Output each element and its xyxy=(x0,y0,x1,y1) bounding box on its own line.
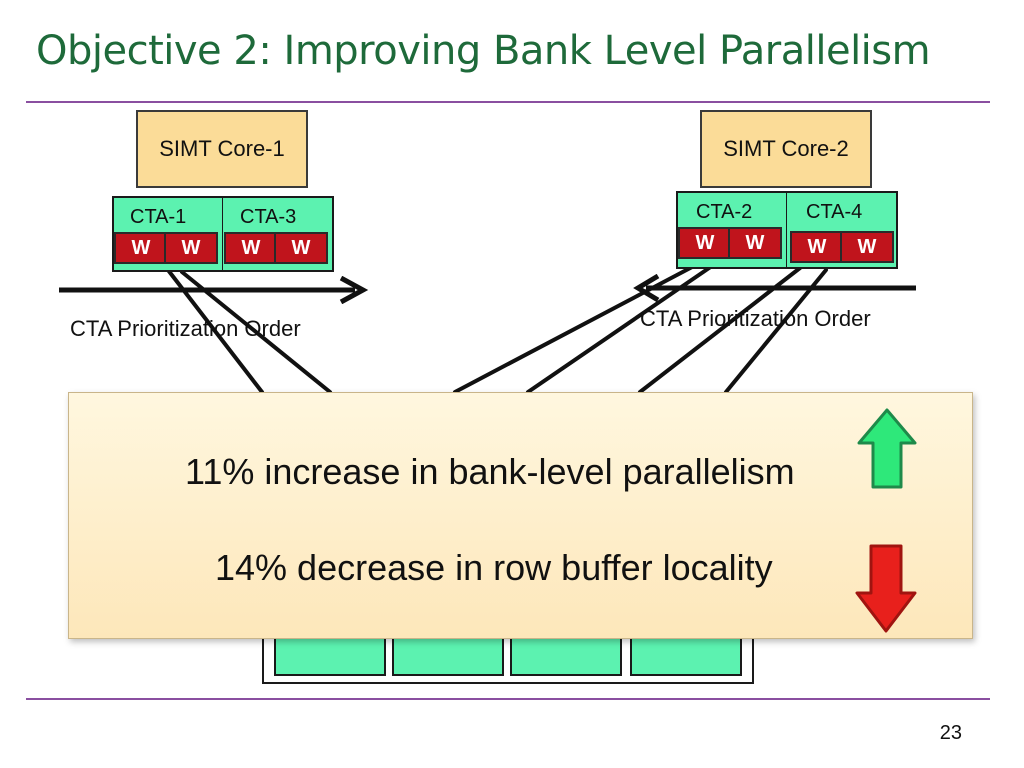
warp-box: W xyxy=(114,232,168,264)
increase-stat: 11% increase in bank-level parallelism xyxy=(185,451,795,492)
green-up-arrow-icon xyxy=(855,407,919,491)
left-order-label: CTA Prioritization Order xyxy=(70,316,301,341)
cta-group-left xyxy=(112,196,334,272)
warp-box: W xyxy=(678,227,732,259)
simt-core-2 xyxy=(700,110,872,188)
cta-group-right xyxy=(676,191,898,269)
right-order-arrow xyxy=(632,274,922,302)
simt-core-1 xyxy=(136,110,308,188)
cta-divider xyxy=(222,198,223,270)
warp-box: W xyxy=(274,232,328,264)
simt-core-2-label: SIMT Core-2 xyxy=(723,136,849,161)
cta-divider xyxy=(786,193,787,267)
left-order-arrow xyxy=(55,276,375,304)
page-number: 23 xyxy=(939,722,962,744)
cta-4-label: CTA-4 xyxy=(806,201,863,223)
slide-title: Objective 2: Improving Bank Level Parallelism xyxy=(36,28,931,74)
right-order-label: CTA Prioritization Order xyxy=(640,306,871,331)
results-callout xyxy=(68,392,973,639)
warp-box: W xyxy=(728,227,782,259)
warp-box: W xyxy=(164,232,218,264)
cta-2-label: CTA-2 xyxy=(696,201,753,223)
red-down-arrow-icon xyxy=(853,543,919,635)
warp-box: W xyxy=(224,232,278,264)
decrease-stat: 14% decrease in row buffer locality xyxy=(215,547,773,588)
bottom-divider xyxy=(26,698,990,700)
warp-box: W xyxy=(840,231,894,263)
simt-core-1-label: SIMT Core-1 xyxy=(159,136,285,161)
warp-box: W xyxy=(790,231,844,263)
cta-3-label: CTA-3 xyxy=(240,206,297,228)
cta-1-label: CTA-1 xyxy=(130,206,187,228)
